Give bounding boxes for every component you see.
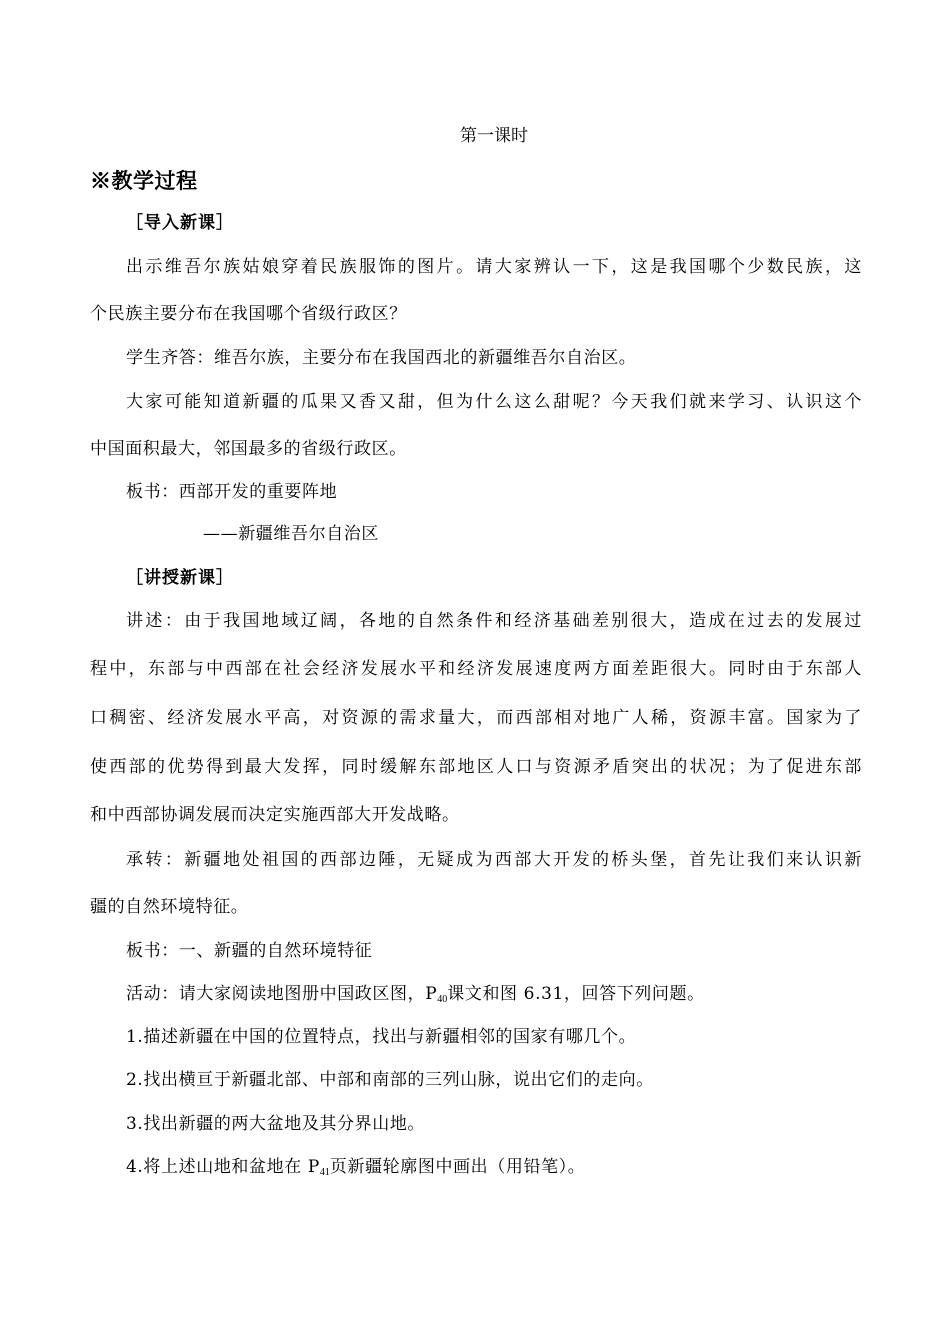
- activity-prefix: 活动：请大家阅读地图册中国政区图，P: [126, 984, 438, 1004]
- question-4-prefix: 4.将上述山地和盆地在 P: [126, 1157, 320, 1177]
- transition-line-2: 疆的自然环境特征。: [90, 897, 249, 917]
- transition-line-1: 承转：新疆地处祖国的西部边陲，无疑成为西部大开发的桥头堡，首先让我们来认识新: [126, 850, 862, 870]
- question-1: 1.描述新疆在中国的位置特点，找出与新疆相邻的国家有哪几个。: [126, 1027, 637, 1047]
- question-3: 3.找出新疆的两大盆地及其分界山地。: [126, 1114, 426, 1134]
- intro-paragraph-2: 学生齐答：维吾尔族，主要分布在我国西北的新疆维吾尔自治区。: [126, 348, 637, 368]
- lecture-paragraph-line-4: 使西部的优势得到最大发挥，同时缓解东部地区人口与资源矛盾突出的状况；为了促进东部: [90, 757, 862, 777]
- question-2: 2.找出横亘于新疆北部、中部和南部的三列山脉，说出它们的走向。: [126, 1070, 654, 1090]
- lecture-paragraph-line-2: 程中，东部与中西部在社会经济发展水平和经济发展速度两方面差距很大。同时由于东部人: [90, 659, 862, 679]
- lecture-paragraph-line-5: 和中西部协调发展而决定实施西部大开发战略。: [90, 805, 460, 825]
- question-4-page-subscript: 41: [319, 1167, 330, 1178]
- intro-paragraph-3-line-2: 中国面积最大，邻国最多的省级行政区。: [90, 439, 407, 459]
- lecture-paragraph-line-3: 口稠密、经济发展水平高，对资源的需求量大，而西部相对地广人稀，资源丰富。国家为了: [90, 708, 862, 728]
- board-note-2: 板书：一、新疆的自然环境特征: [126, 941, 373, 961]
- activity-page-subscript: 40: [437, 994, 448, 1005]
- intro-paragraph-3-line-1: 大家可能知道新疆的瓜果又香又甜，但为什么这么甜呢？今天我们就来学习、认识这个: [126, 392, 862, 412]
- intro-paragraph-1-line-2: 个民族主要分布在我国哪个省级行政区？: [90, 304, 407, 324]
- intro-heading: ［导入新课］: [126, 213, 234, 233]
- board-note-1-subtitle: ——新疆维吾尔自治区: [203, 524, 379, 544]
- question-4-suffix: 页新疆轮廓图中画出（用铅笔）。: [329, 1157, 586, 1177]
- lecture-heading: ［讲授新课］: [126, 568, 234, 588]
- activity-suffix: 课文和图 6.31，回答下列问题。: [447, 984, 705, 1004]
- lesson-title: 第一课时: [460, 126, 528, 146]
- activity-line: [126, 982, 866, 1012]
- intro-paragraph-1-line-1: 出示维吾尔族姑娘穿着民族服饰的图片。请大家辨认一下，这是我国哪个少数民族，这: [126, 257, 862, 277]
- board-note-1: 板书：西部开发的重要阵地: [126, 482, 338, 502]
- section-heading: ※教学过程: [90, 168, 198, 193]
- lecture-paragraph-line-1: 讲述：由于我国地域辽阔，各地的自然条件和经济基础差别很大，造成在过去的发展过: [126, 611, 862, 631]
- question-4: [126, 1155, 866, 1185]
